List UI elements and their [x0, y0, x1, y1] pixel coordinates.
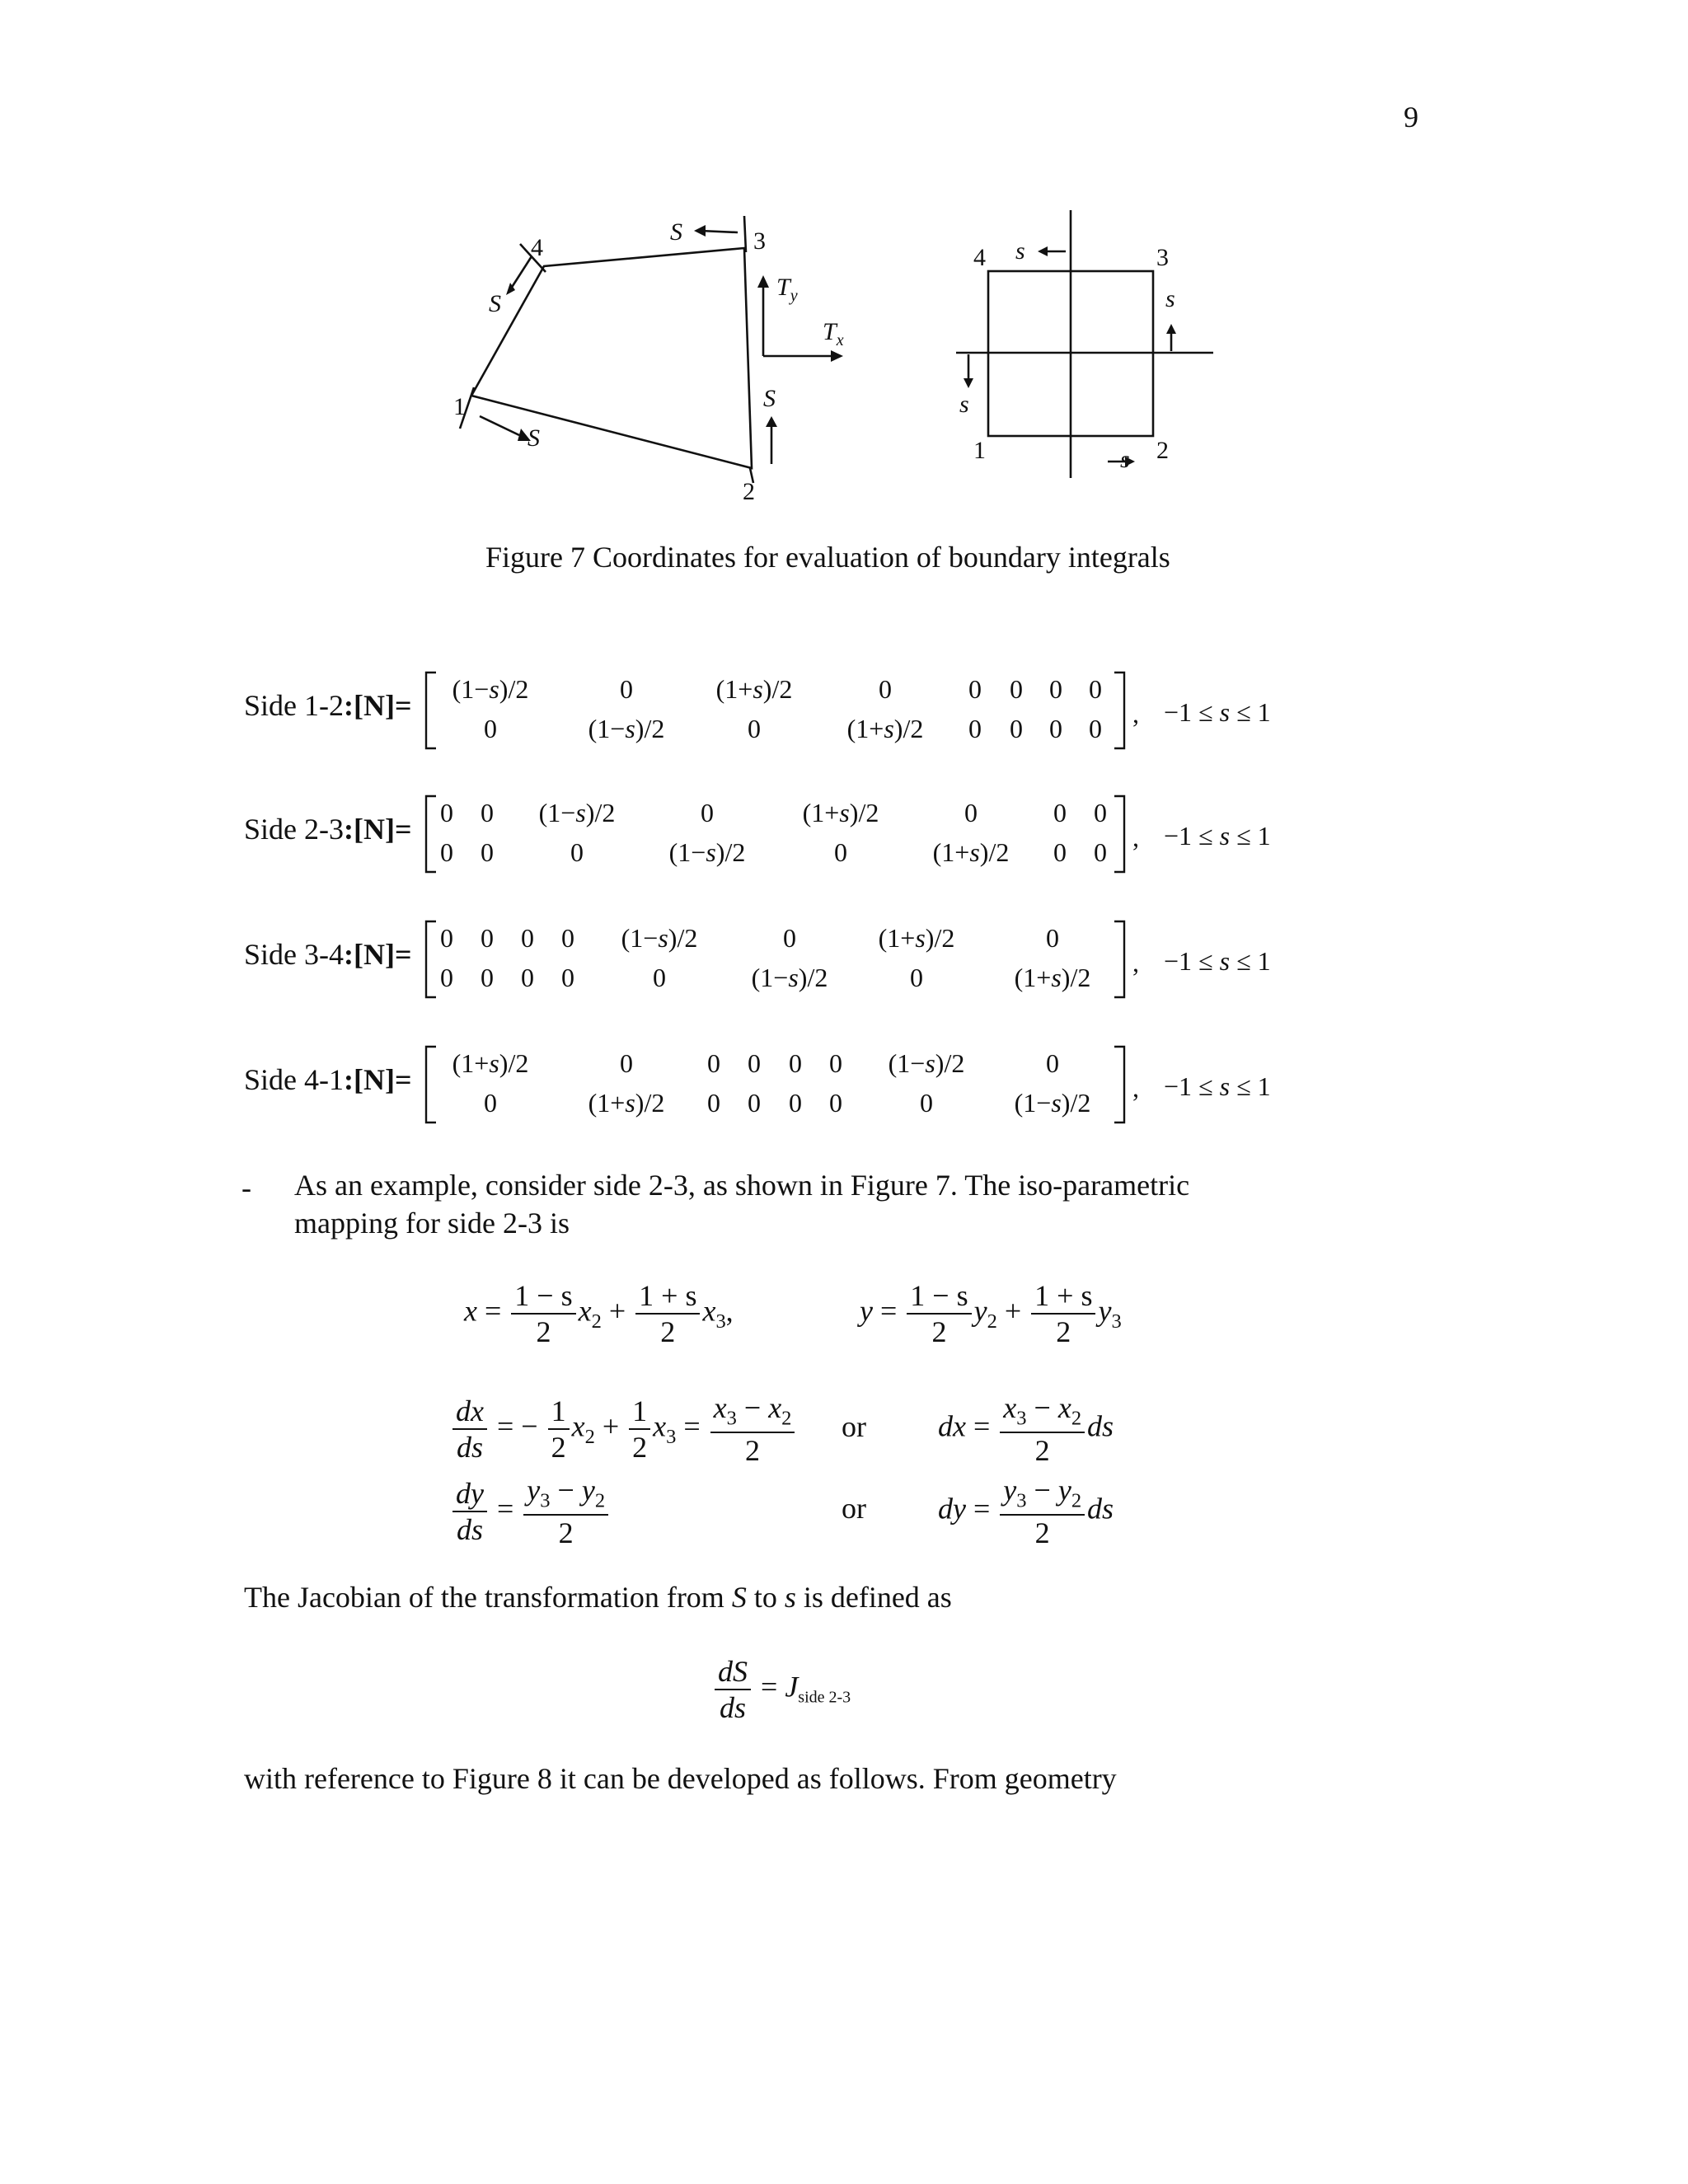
square-s-label-left: s: [959, 391, 969, 418]
matrix-entry: 0: [570, 837, 584, 867]
matrix-entry: 0: [481, 923, 494, 953]
matrix-entry: (1−s)/2: [751, 963, 828, 992]
matrix-entry: 0: [968, 714, 982, 743]
quad-element: [471, 248, 752, 468]
matrix-entry: 0: [481, 837, 494, 867]
matrix-entry: 0: [1094, 837, 1107, 867]
matrix-entry: 0: [829, 1088, 842, 1118]
figure-7-caption: Figure 7 Coordinates for evaluation of boundary integrals: [485, 541, 1170, 574]
matrix-entry: (1−s)/2: [668, 837, 746, 867]
right-bracket: [1114, 1047, 1124, 1122]
matrix-entry: (1+s)/2: [878, 923, 955, 953]
bullet-line-1: As an example, consider side 2-3, as shown in Figure 7. The iso-parametric: [294, 1169, 1190, 1202]
matrix-entry: (1+s)/2: [846, 714, 924, 743]
right-bracket: [1114, 921, 1124, 997]
matrix-entry: 0: [1049, 674, 1062, 704]
left-bracket: [426, 1047, 436, 1122]
matrix-range: −1 ≤ s ≤ 1: [1164, 1071, 1271, 1101]
matrix-brackets: [0, 915, 1688, 1005]
square-s-label-top: s: [1015, 237, 1025, 265]
matrix-entry: (1−s)/2: [538, 798, 616, 827]
matrix-entry: 0: [1053, 837, 1067, 867]
bullet-line-2: mapping for side 2-3 is: [294, 1207, 570, 1240]
matrix-entry: 0: [481, 798, 494, 827]
matrix-entry: 0: [1049, 714, 1062, 743]
matrix-entry: 0: [920, 1088, 933, 1118]
square-s-label-right: s: [1165, 285, 1175, 312]
quad-S-label-side12: S: [528, 424, 540, 452]
jacobian-sentence: The Jacobian of the transformation from S to s is defined as: [244, 1581, 952, 1614]
matrix-label: Side 3-4:[N]=: [244, 938, 412, 971]
matrix-entry: (1+s)/2: [802, 798, 879, 827]
matrix-entry: 0: [440, 963, 453, 992]
matrix-entry: 0: [481, 963, 494, 992]
matrix-comma: ,: [1132, 948, 1139, 977]
equation-dx: dx = $\frac{x_3 - x_2}{2}$ ds: [938, 1391, 1114, 1468]
matrix-entry: 0: [1089, 674, 1102, 704]
matrix-entry: 0: [1053, 798, 1067, 827]
right-bracket: [1114, 796, 1124, 872]
left-bracket: [426, 673, 436, 748]
or-label-1: or: [842, 1410, 866, 1443]
matrix-entry: 0: [561, 963, 574, 992]
matrix-label: Side 1-2:[N]=: [244, 689, 412, 722]
matrix-entry: 0: [521, 923, 534, 953]
equation-jacobian: $\frac{dS}{ds}$ = $J_{side 2-3}$: [712, 1657, 851, 1722]
matrix-entry: 0: [789, 1088, 802, 1118]
matrix-comma: ,: [1132, 699, 1139, 729]
matrix-entry: 0: [964, 798, 978, 827]
matrix-entry: 0: [748, 1048, 761, 1078]
matrix-label: Side 2-3:[N]=: [244, 813, 412, 846]
matrix-entry: 0: [707, 1048, 720, 1078]
matrix-entry: 0: [484, 1088, 497, 1118]
matrix-entry: (1−s)/2: [888, 1048, 965, 1078]
quad-S-label-side41: S: [489, 290, 501, 317]
matrix-entry: (1+s)/2: [588, 1088, 665, 1118]
matrix-entry: 0: [1089, 714, 1102, 743]
left-bracket: [426, 921, 436, 997]
matrix-entry: 0: [484, 714, 497, 743]
equation-dy-ds: $\frac{dy}{ds}$ = $\frac{y_3 - y_2}{2}$: [450, 1475, 611, 1548]
matrix-entry: 0: [1010, 714, 1023, 743]
figure-7: [0, 0, 1688, 544]
matrix-entry: (1+s)/2: [1014, 963, 1091, 992]
traction-tx-label: $T_x$: [823, 318, 844, 349]
matrix-comma: ,: [1132, 1073, 1139, 1103]
matrix-entry: 0: [561, 923, 574, 953]
square-node-4: 4: [973, 244, 986, 271]
matrix-entry: 0: [910, 963, 923, 992]
matrix-entry: 0: [620, 1048, 633, 1078]
matrix-entry: 0: [1010, 674, 1023, 704]
equation-dx-ds: $\frac{dx}{ds}$ = − $\frac{1}{2}$ $x_2$ + $\frac{1}{2}$ $x_3$ = $\frac{x_3 - x_2}{2}$: [450, 1393, 797, 1465]
quad-node-4: 4: [531, 234, 543, 261]
matrix-entry: (1−s)/2: [452, 674, 529, 704]
square-node-3: 3: [1156, 244, 1169, 271]
matrix-label: Side 4-1:[N]=: [244, 1063, 412, 1096]
matrix-entry: 0: [701, 798, 714, 827]
matrix-entry: 0: [1046, 923, 1059, 953]
bullet-dash: -: [241, 1171, 251, 1204]
matrix-entry: 0: [829, 1048, 842, 1078]
matrix-comma: ,: [1132, 823, 1139, 852]
matrix-entry: 0: [879, 674, 892, 704]
matrix-range: −1 ≤ s ≤ 1: [1164, 946, 1271, 976]
matrix-entry: 0: [440, 798, 453, 827]
matrix-entry: (1−s)/2: [1014, 1088, 1091, 1118]
square-node-2: 2: [1156, 437, 1169, 464]
right-bracket: [1114, 673, 1124, 748]
matrix-entry: 0: [789, 1048, 802, 1078]
matrix-entry: (1+s)/2: [932, 837, 1010, 867]
matrix-entry: 0: [748, 714, 761, 743]
equation-dy: dy = $\frac{y_3 - y_2}{2}$ ds: [938, 1474, 1114, 1550]
matrix-entry: 0: [968, 674, 982, 704]
square-s-label-bottom: s: [1120, 446, 1130, 473]
equation-x-mapping: x = $\frac{1 - s}{2}$ $x_2$ + $\frac{1 + s}{2}$ $x_3$,: [464, 1279, 734, 1348]
matrix-brackets: [0, 666, 1688, 757]
quad-node-1: 1: [453, 393, 466, 420]
matrix-entry: 0: [440, 923, 453, 953]
matrix-entry: (1+s)/2: [715, 674, 793, 704]
or-label-2: or: [842, 1492, 866, 1525]
final-sentence: with reference to Figure 8 it can be developed as follows. From geometry: [244, 1762, 1117, 1795]
quad-node-3: 3: [753, 227, 766, 255]
quad-S-label-side23: S: [763, 385, 776, 412]
matrix-entry: 0: [521, 963, 534, 992]
matrix-entry: (1+s)/2: [452, 1048, 529, 1078]
matrix-brackets: [0, 1040, 1688, 1131]
quad-S-label-side34: S: [670, 218, 682, 246]
matrix-entry: 0: [783, 923, 796, 953]
matrix-entry: (1−s)/2: [621, 923, 698, 953]
matrix-entry: 0: [620, 674, 633, 704]
left-bracket: [426, 796, 436, 872]
square-node-1: 1: [973, 437, 986, 464]
matrix-entry: 0: [1094, 798, 1107, 827]
traction-ty-label: $T_y$: [776, 274, 798, 305]
page-number: 9: [1404, 101, 1418, 134]
matrix-entry: 0: [440, 837, 453, 867]
matrix-entry: 0: [707, 1088, 720, 1118]
matrix-range: −1 ≤ s ≤ 1: [1164, 697, 1271, 727]
quad-node-2: 2: [743, 478, 755, 505]
matrix-entry: 0: [748, 1088, 761, 1118]
matrix-entry: 0: [1046, 1048, 1059, 1078]
matrix-range: −1 ≤ s ≤ 1: [1164, 821, 1271, 851]
equation-y-mapping: y = $\frac{1 - s}{2}$ $y_2$ + $\frac{1 + s}{2}$ $y_3$: [860, 1279, 1122, 1348]
matrix-entry: (1−s)/2: [588, 714, 665, 743]
matrix-entry: 0: [834, 837, 847, 867]
matrix-entry: 0: [653, 963, 666, 992]
